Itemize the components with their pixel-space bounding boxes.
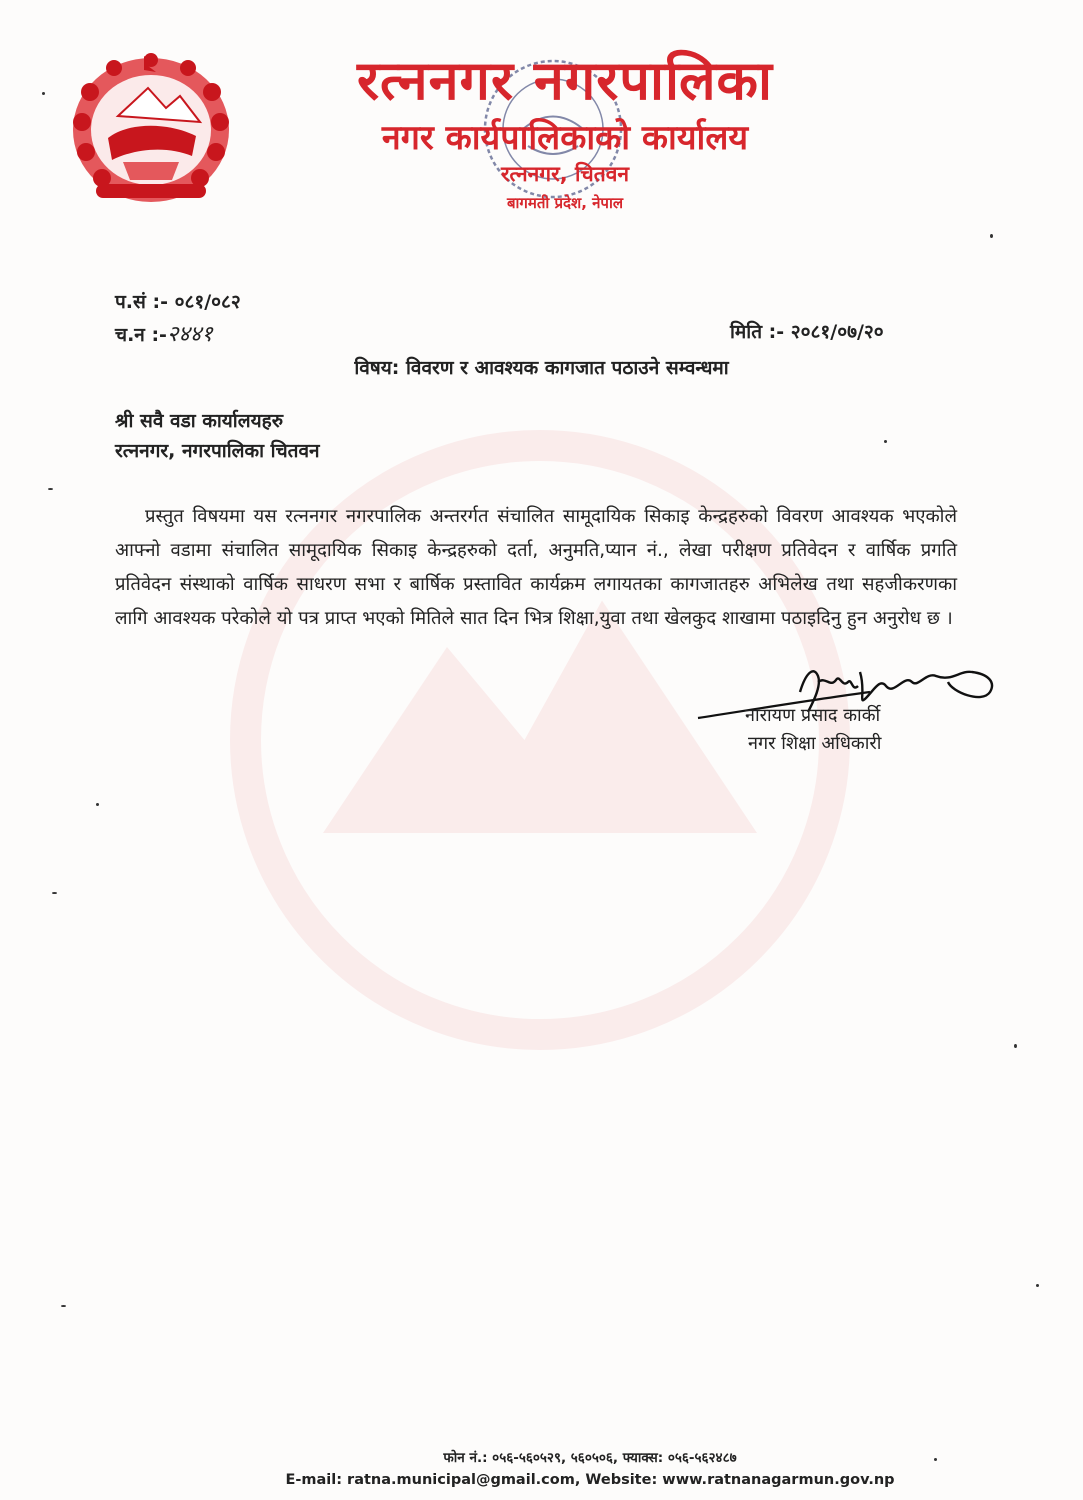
addressee-line-2: रत्ननगर, नगरपालिका चितवन [115,440,320,462]
dispatch-number-label: च.न :- [115,324,167,346]
signer-title: नगर शिक्षा अधिकारी [748,733,882,754]
fiscal-year-reference: प.सं :- ०८१/०८२ [115,291,241,313]
scan-speck [934,1458,937,1461]
scan-speck [96,803,99,806]
municipality-name: रत्ननगर नगरपालिका [356,49,774,112]
office-name: नगर कार्यपालिकाको कार्यालय [381,118,749,158]
office-address: रत्ननगर, चितवन [500,162,630,186]
letter-body: प्रस्तुत विषयमा यस रत्ननगर नगरपालिक अन्तरर्गत संचालित सामूदायिक सिकाइ केन्द्रहरुको विवरण आवश्यक भएकोले आफ्नो वडामा संचालित सामूदायिक सिकाइ केन्द्रहरुको दर्ता, अनुमति,प्यान नं., लेखा परीक्षण प्रतिवेदन र वार्षिक प्रगति प्रतिवेदन संस्थाको वार्षिक साधरण सभा र बार्षिक प्रस्तावित कार्यक्रम लगायतका कागजातहरु अभिलेख तथा सहजीकरणका लागि आवश्यक परेकोले यो पत्र प्राप्त भएको मितिले सात दिन भित्र शिक्षा,युवा तथा खेलकुद शाखामा पठाइदिनु हुन अनुरोध छ । [115,506,957,629]
addressee-block [115,406,320,466]
scan-speck [990,234,993,238]
letter-subject: विषय: विवरण र आवश्यक कागजात पठाउने सम्वन्धमा [354,357,729,379]
scan-speck [42,92,45,95]
footer-email-website: E-mail: ratna.municipal@gmail.com, Website: www.ratnanagarmun.gov.np [285,1472,895,1488]
letter-date: मिति :- २०८१/०७/२० [730,321,884,343]
office-province: बागमती प्रदेश, नेपाल [506,194,624,212]
footer-phone-fax: फोन नं.: ०५६-५६०५२९, ५६०५०६, फ्याक्स: ०५६-५६२४८७ [443,1450,737,1466]
scan-speck [884,440,887,443]
scan-speck [1014,1044,1017,1048]
nepal-emblem-logo [68,52,234,208]
scan-speck [1036,1284,1039,1287]
scan-speck [52,892,57,894]
dispatch-number-handwritten: २४४१ [166,322,213,347]
scan-speck [61,1305,66,1307]
dispatch-number-row [115,321,213,349]
signer-name: नारायण प्रसाद कार्की [745,705,881,726]
scan-speck [48,488,53,490]
addressee-line-1: श्री सवै वडा कार्यालयहरु [115,410,284,432]
